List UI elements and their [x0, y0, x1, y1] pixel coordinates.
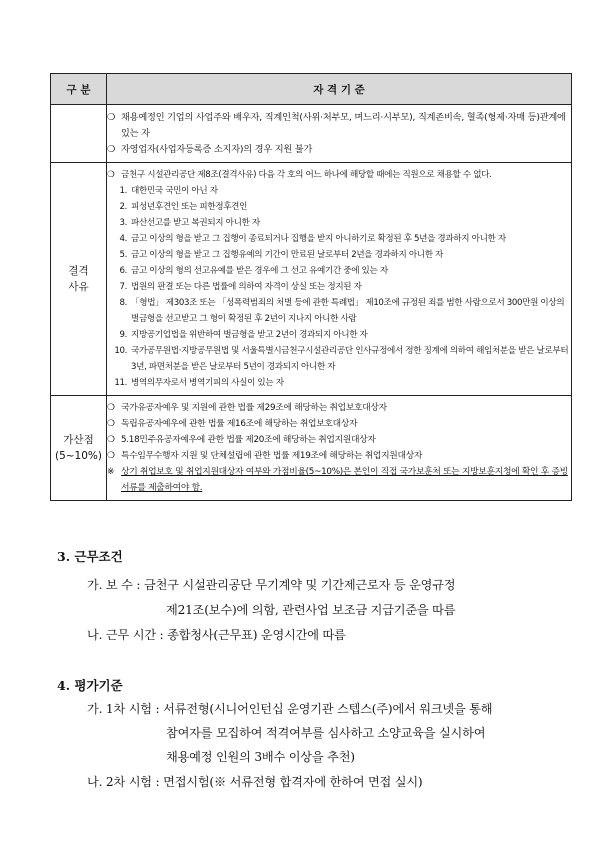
qualification-table — [50, 73, 572, 501]
list-item: ❍ 5.18민주유공자예우에 관한 법률 제20조에 해당하는 취업지원대상자 — [107, 432, 571, 448]
hollow-circle-bullet-icon: ❍ — [107, 451, 115, 461]
section-4-line-4: 나. 2차 시험 : 면접시험(※ 서류전형 합격자에 한하여 면접 실시) — [87, 775, 423, 789]
list-item: ❍ 국가유공자예우 및 지원에 관한 법률 제29조에 해당하는 취업보호대상자 — [107, 400, 571, 416]
list-item: 10. 국가공무원법·지방공무원법 및 서울특별시금천구시설관리공단 인사규정에서 정한 징계에 의하여 해임처분을 받은 날로부터 3년, 파면처분을 받은 날로부터 5년이 경과되지 아니한 자 — [114, 346, 569, 372]
list-item: ❍ 자영업자(사업자등록증 소지자)의 경우 지원 불가 — [107, 142, 571, 158]
list-item: ❍ 특수임무수행자 지원 및 단체설립에 관한 법률 제19조에 해당하는 취업지원대상자 — [107, 448, 571, 464]
list-item: ❍ 금천구 시설관리공단 제8조(결격사유) 다음 각 호의 어느 하나에 해당할 때에는 직원으로 채용할 수 없다. — [107, 167, 571, 183]
list-item: ❍ 채용예정인 기업의 사업주와 배우자, 직계인척(사위·처부모, 며느리·시부모), 직계존비속, 혈족(형제·자매 등)관계에 있는 자 — [107, 110, 571, 142]
section-4-title: 4. 평가기준 — [57, 678, 123, 693]
note: ※ 상기 취업보호 및 취업지원대상자 여부와 가점비율(5~10%)은 본인이 직접 국가보훈처 또는 지방보훈지청에 확인 후 증빙서류를 제출하여야 함. — [107, 464, 571, 496]
section-3-line-3: 나. 근무 시간 : 종합청사(근무표) 운영시간에 따름 — [87, 628, 346, 642]
section-3-title: 3. 근무조건 — [57, 549, 123, 564]
row1-criteria — [107, 105, 572, 163]
hollow-circle-bullet-icon: ❍ — [107, 419, 115, 429]
header-category: 구 분 — [51, 74, 107, 105]
section-4-line-1: 가. 1차 시험 : 서류전형(시니어인턴십 운영기관 스텝스(주)에서 워크넷을 통해 — [87, 702, 493, 716]
list-item: 6. 금고 이상의 형의 선고유예를 받은 경우에 그 선고 유예기간 중에 있는 자 — [119, 266, 388, 276]
hollow-circle-bullet-icon: ❍ — [107, 144, 116, 155]
table-row-bonus-points — [51, 396, 572, 501]
list-item: 5. 금고 이상의 형을 받고 그 집행유예의 기간이 만료된 날로부터 2년을 경과하지 아니한 자 — [119, 250, 444, 260]
reference-mark-icon: ※ — [107, 467, 115, 477]
section-3-line-2: 제21조(보수)에 의함, 관련사업 보조금 지급기준을 따름 — [166, 603, 456, 617]
hollow-circle-bullet-icon: ❍ — [107, 435, 115, 445]
list-item: 3. 파산선고를 받고 복권되지 아니한 자 — [119, 218, 260, 228]
table-row-disqualification — [51, 163, 572, 396]
row1-category — [51, 105, 107, 163]
list-item: 1. 대한민국 국민이 아닌 자 — [119, 186, 218, 196]
list-item: ❍ 독립유공자예우에 관한 법률 제16조에 해당하는 취업보호대상자 — [107, 416, 571, 432]
list-item: 2. 피성년후견인 또는 피한정후견인 — [119, 202, 248, 212]
hollow-circle-bullet-icon: ❍ — [107, 112, 116, 123]
section-3-line-1: 가. 보 수 : 금천구 시설관리공단 무기계약 및 기간제근로자 등 운영규정 — [87, 578, 456, 592]
header-criteria: 자 격 기 준 — [107, 74, 572, 105]
section-4-line-3: 채용예정 인원의 3배수 이상을 추천) — [166, 750, 355, 764]
table-row-exclusion — [51, 105, 572, 163]
row3-category: 가산점 (5~10%) — [51, 396, 107, 501]
list-item: 7. 법원의 판결 또는 다른 법률에 의하여 자격이 상실 또는 정지된 자 — [119, 282, 362, 292]
list-item: 8. 「형법」 제303조 또는 「성폭력범죄의 처벌 등에 관한 특례법」 제10조에 규정된 죄를 범한 사람으로서 300만원 이상의 벌금형을 선고받고 그 형이 확정된 후 2년이 지나지 아니한 사람 — [119, 298, 565, 324]
list-item: 11. 병역의무자로서 병역기피의 사실이 있는 자 — [114, 378, 284, 388]
hollow-circle-bullet-icon: ❍ — [107, 403, 115, 413]
table-header-row — [51, 74, 572, 105]
section-4-line-2: 참여자를 모집하여 적격여부를 심사하고 소양교육을 실시하여 — [166, 726, 486, 740]
row2-category: 결격 사유 — [51, 163, 107, 396]
row2-criteria — [107, 163, 572, 396]
hollow-circle-bullet-icon: ❍ — [107, 170, 115, 180]
row3-criteria — [107, 396, 572, 501]
list-item: 9. 지방공기업법을 위반하여 벌금형을 받고 2년이 경과되지 아니한 자 — [119, 330, 368, 340]
list-item: 4. 금고 이상의 형을 받고 그 집행이 종료되거나 집행을 받지 아니하기로 확정된 후 5년을 경과하지 아니한 자 — [119, 234, 506, 244]
